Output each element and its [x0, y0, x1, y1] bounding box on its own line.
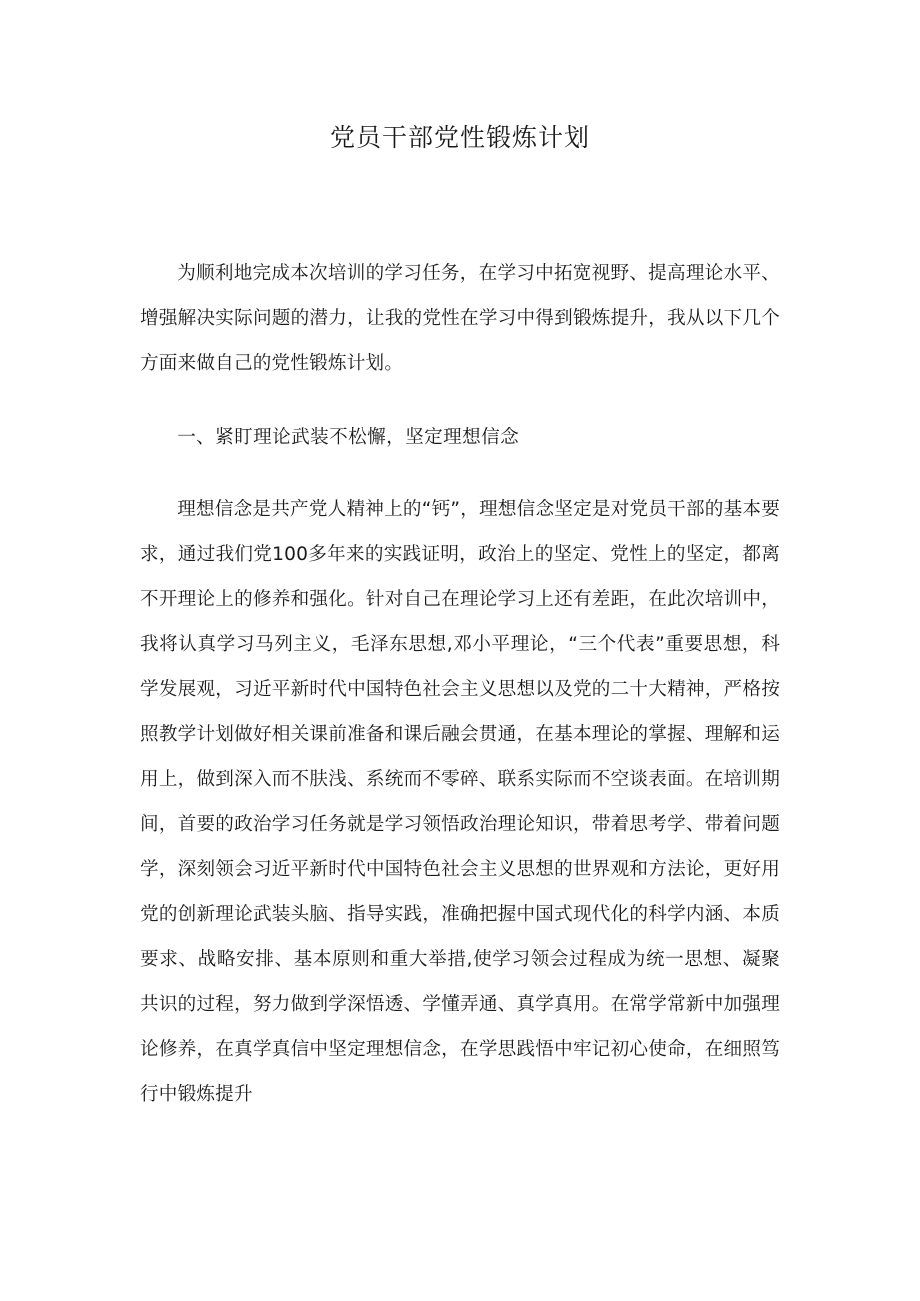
- document-title: 党员干部党性锻炼计划: [329, 123, 590, 152]
- section-1-paragraph: 理想信念是共产党人精神上的“钙”，理想信念坚定是对党员干部的基本要求，通过我们党100多年来的实践证明，政治上的坚定、党性上的坚定，都离不开理论上的修养和强化。针对自己在理论学习上还有差距，在此次培训中，我将认真学习马列主义，毛泽东思想,邓小平理论，“三个代表”重要思想，科学发展观，习近平新时代中国特色社会主义思想以及党的二十大精神，严格按照教学计划做好相关课前准备和课后融会贯通，在基本理论的掌握、理解和运用上，做到深入而不肤浅、系统而不零碎、联系实际而不空谈表面。在培训期间，首要的政治学习任务就是学习领悟政治理论知识，带着思考学、带着问题学，深刻领会习近平新时代中国特色社会主义思想的世界观和方法论，更好用党的创新理论武装头脑、指导实践，准确把握中国式现代化的科学内涵、本质要求、战略安排、基本原则和重大举措,使学习领会过程成为统一思想、凝聚共识的过程，努力做到学深悟透、学懂弄通、真学真用。在常学常新中加强理论修养，在真学真信中坚定理想信念，在学思践悟中牢记初心使命，在细照笃行中锻炼提升: [140, 499, 780, 1105]
- intro-paragraph: 为顺利地完成本次培训的学习任务，在学习中拓宽视野、提高理论水平、增强解决实际问题的潜力，让我的党性在学习中得到锻炼提升，我从以下几个方面来做自己的党性锻炼计划。: [140, 263, 780, 374]
- section-heading-1: 一、紧盯理论武装不松懈，坚定理想信念: [177, 427, 520, 448]
